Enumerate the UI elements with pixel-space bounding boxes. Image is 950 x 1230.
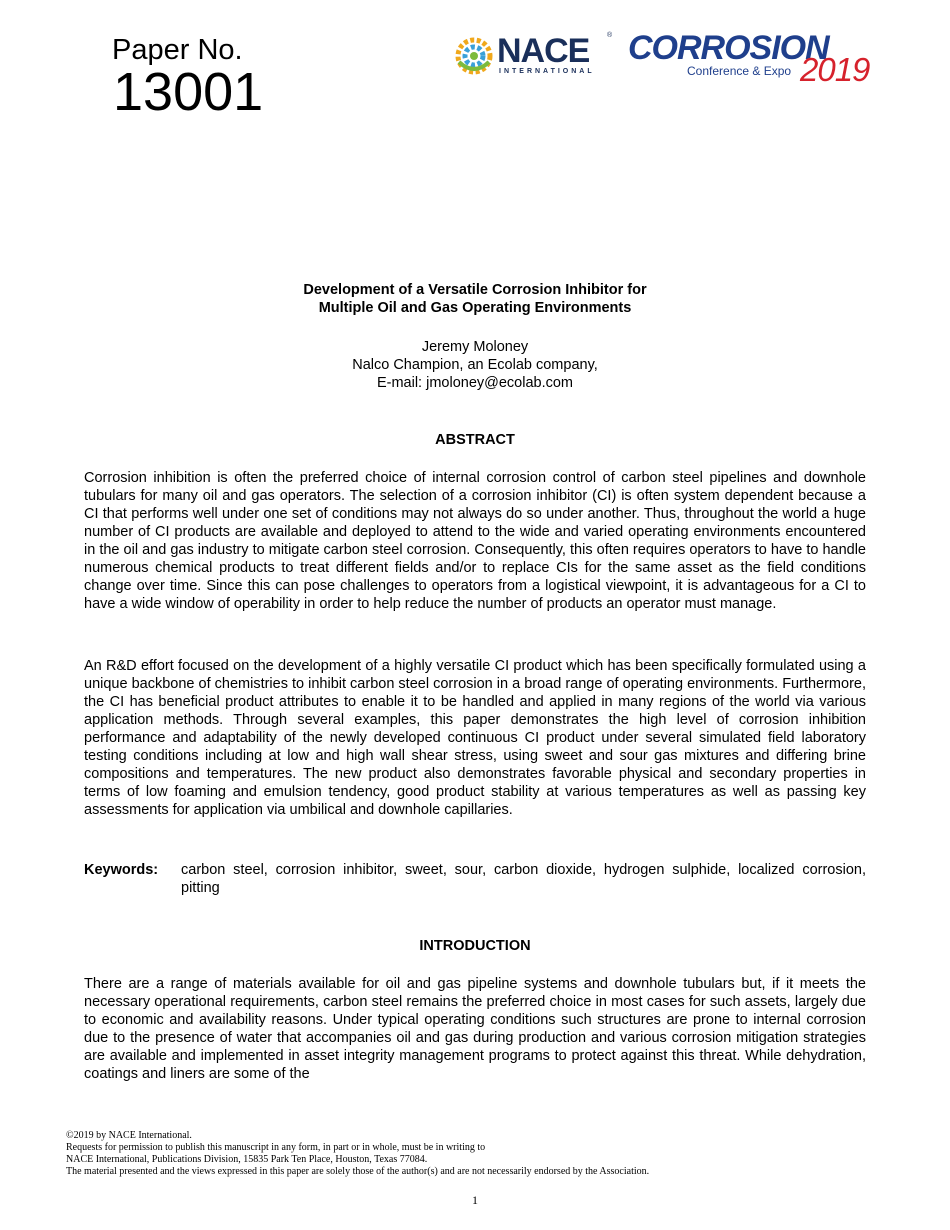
- corrosion-year: 2019: [800, 51, 870, 88]
- author-affiliation: Nalco Champion, an Ecolab company,: [352, 357, 598, 373]
- paper-number-block: [112, 34, 264, 122]
- nace-registered-mark: ®: [607, 32, 613, 39]
- nace-logo: [453, 32, 618, 80]
- paper-title-line-1: Development of a Versatile Corrosion Inhibitor for: [303, 282, 647, 298]
- nace-subtitle: INTERNATIONAL: [499, 68, 595, 75]
- author-email: E-mail: jmoloney@ecolab.com: [376, 375, 574, 391]
- author-name: Jeremy Moloney: [421, 339, 529, 355]
- keywords-label: Keywords:: [84, 862, 159, 878]
- abstract-paragraph-2: An R&D effort focused on the development of a highly versatile CI product which has been specifically formulated using a unique backbone of chemistries to inhibit carbon steel corrosion in a broad range of operating environments. Furthermore, the CI has beneficial product attributes to enable it to be handled and applied in many regions of the world via various application methods. Through several examples, this paper demonstrates the high level of corrosion inhibition performance and adaptability of the newly developed continuous CI product under several simulated field laboratory testing conditions including at low and high wall shear stress, using sweet and sour gas mixtures and differing brine compositions and temperatures. The new product also demonstrates favorable physical and secondary properties in terms of low foaming and emulsion tendency, good product stability at various temperatures as well as passing key assessments for application via umbilical and downhole capillaries.: [84, 658, 866, 818]
- corrosion-subtitle: Conference & Expo: [687, 64, 792, 78]
- abstract-heading: ABSTRACT: [435, 432, 515, 448]
- paper-title-line-2: Multiple Oil and Gas Operating Environments: [318, 300, 632, 316]
- paper-label: Paper No.: [112, 34, 243, 66]
- footer-line-4: The material presented and the views expressed in this paper are solely those of the author(s) and are not necessarily endorsed by the Association.: [66, 1166, 650, 1177]
- copyright-footer: [66, 1130, 886, 1178]
- introduction-paragraph-1: There are a range of materials available for oil and gas pipeline systems and downhole tubulars but, if it meets the necessary operational requirements, carbon steel remains the preferred choice in most cases for such assets, largely due to economic and availability reasons. Under typical operating conditions such structures are prone to internal corrosion due to the presence of water that accompanies oil and gas during production and various corrosion mitigation strategies are available and implemented in asset integrity management programs to protect against this threat. While dehydration, coatings and liners are some of the: [84, 976, 866, 1082]
- corrosion-logo: [628, 29, 883, 88]
- nace-wordmark: NACE: [497, 32, 590, 70]
- paper-number: 13001: [113, 62, 264, 122]
- nace-globe-icon: [453, 32, 495, 78]
- page-number: 1: [472, 1193, 478, 1207]
- introduction-heading: INTRODUCTION: [419, 938, 531, 954]
- footer-line-1: ©2019 by NACE International.: [66, 1130, 192, 1141]
- footer-line-3: NACE International, Publications Division, 15835 Park Ten Place, Houston, Texas 77084.: [66, 1154, 428, 1165]
- corrosion-wordmark: CORROSION: [628, 29, 829, 67]
- keywords-list: carbon steel, corrosion inhibitor, sweet, sour, carbon dioxide, hydrogen sulphide, localized corrosion, pitting: [181, 862, 866, 896]
- abstract-paragraph-1: Corrosion inhibition is often the preferred choice of internal corrosion control of carbon steel pipelines and downhole tubulars for many oil and gas operators. The selection of a corrosion inhibitor (CI) is often system dependent because a CI that performs well under one set of conditions may not always do so under another. Thus, throughout the world a huge number of CI products are available and deployed to attend to the wide and varied operating environments encountered in the oil and gas industry to mitigate carbon steel corrosion. Consequently, this often requires operators to have to handle numerous chemical products to treat different fields and/or to replace CIs for the same asset as the field conditions change over time. Since this can pose challenges to operators from a logistical viewpoint, it is advantageous for a CI to have a wide window of operability in order to help reduce the number of products an operator must manage.: [84, 470, 866, 612]
- footer-line-2: Requests for permission to publish this manuscript in any form, in part or in whole, must be in writing to: [66, 1142, 486, 1153]
